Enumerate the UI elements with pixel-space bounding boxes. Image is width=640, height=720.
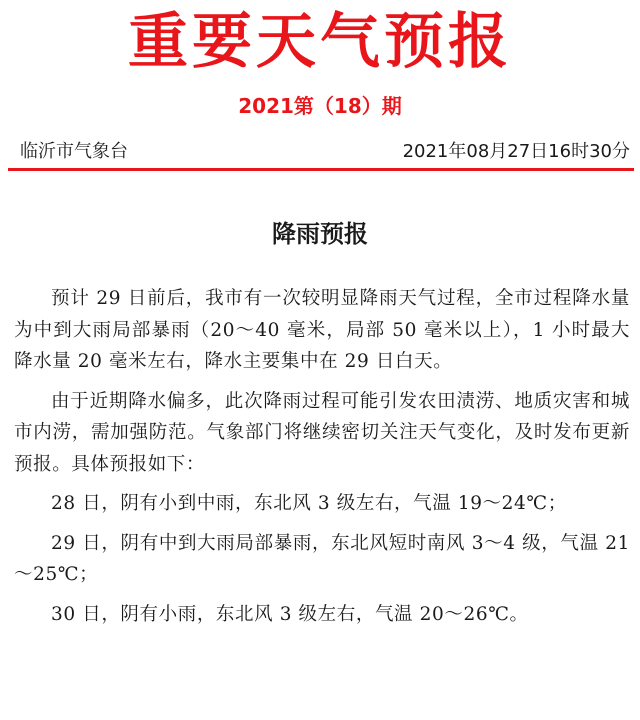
paragraph-summary: 预计 29 日前后，我市有一次较明显降雨天气过程，全市过程降水量为中到大雨局部暴雨（20～40 毫米，局部 50 毫米以上），1 小时最大降水量 20 毫米左右，降水主要集中在 29 日白天。	[14, 288, 630, 372]
issuer-name: 临沂市气象台	[20, 141, 128, 162]
document-title: 降雨预报	[272, 220, 368, 248]
forecast-day-30: 30 日，阴有小雨，东北风 3 级左右，气温 20～26℃。	[51, 603, 529, 625]
issue-number: 2021第（18）期	[238, 94, 402, 118]
forecast-day-29: 29 日，阴有中到大雨局部暴雨，东北风短时南风 3～4 级，气温 21～25℃；	[14, 532, 630, 585]
issue-datetime: 2021年08月27日16时30分	[402, 141, 630, 162]
forecast-day-28: 28 日，阴有小到中雨，东北风 3 级左右，气温 19～24℃；	[51, 493, 567, 514]
masthead-title: 重要天气预报	[128, 7, 512, 77]
red-divider	[8, 168, 634, 171]
paragraph-warning: 由于近期降水偏多，此次降雨过程可能引发农田渍涝、地质灾害和城市内涝，需加强防范。气象部门将继续密切关注天气变化，及时发布更新预报。具体预报如下：	[14, 390, 630, 475]
document-body	[14, 283, 630, 630]
meta-row	[20, 138, 630, 166]
